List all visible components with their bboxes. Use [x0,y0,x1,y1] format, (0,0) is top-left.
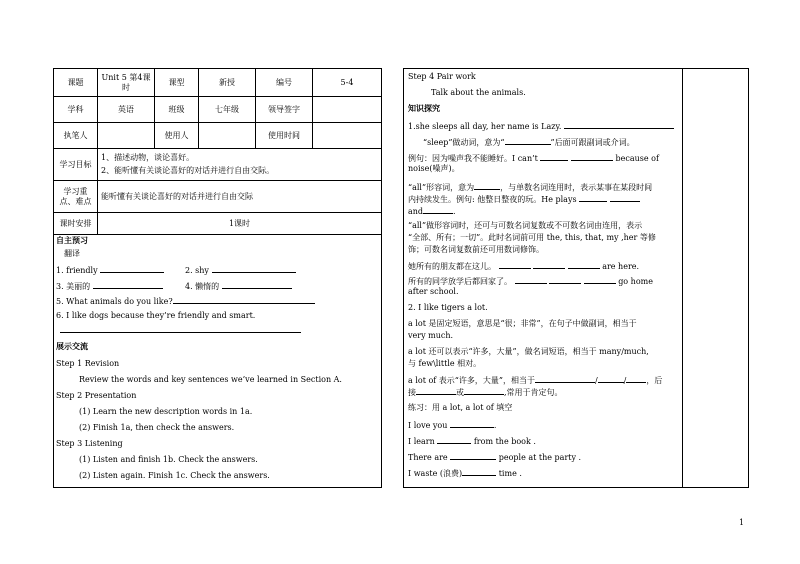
exercise-heading: 练习：用 a lot, a lot of 填空 [408,403,513,412]
use-time-value [313,123,382,149]
use-time-label: 使用时间 [256,123,313,149]
author-value [98,123,155,149]
exercise-3: There are people at the party . [408,453,582,462]
key-points-value: 能听懂有关谈论喜好的对话并进行自由交际 [98,181,382,213]
goals-value [98,149,382,181]
page-number: 1 [739,518,745,527]
point-2: 2. I like tigers a lot. [408,303,488,312]
topic-value: Unit 5 第4课时 [98,69,155,97]
point-1-sleep: “sleep”做动词，意为“ ”后面可跟副词或介词。 [423,138,635,147]
a-lot-of-meaning-cont: 接 或 ,常用于肯定句。 [408,388,563,397]
vocab-item-3: 3. 美丽的 [56,280,163,292]
step-2-title: Step 2 Presentation [56,391,137,400]
schedule-value: 1课时 [98,213,382,235]
key-points-label: 学习重点、难点 [54,181,98,213]
a-lot-meaning-cont: very much. [408,331,454,340]
step-4-title: Step 4 Pair work [408,72,476,81]
user-value [199,123,256,149]
point-all-adj-1: “all”做形容词时，还可与可数名词复数或不可数名词由连用，表示 [408,221,643,230]
sentence-item-6: 6. I like dogs because they’re friendly and smart. [56,311,256,320]
type-value: 新授 [199,69,256,97]
class-label: 班级 [155,97,199,123]
sentence-item-5: 5. What animals do you like? [56,295,315,307]
example-sleep: 例句：因为噪声我不能睡好。I can’t because of [408,154,659,163]
exercise-4: I waste (浪费) time . [408,469,522,478]
knowledge-heading: 知识探究 [408,104,440,113]
leader-sign-label: 领导签字 [256,97,313,123]
number-label: 编号 [256,69,313,97]
lesson-info-table [53,68,382,235]
type-label: 课型 [155,69,199,97]
point-all-adj-3: 饰；可数名词复数前还可用数词修饰。 [408,245,544,254]
step-1-title: Step 1 Revision [56,359,120,368]
user-label: 使用人 [155,123,199,149]
example-students-cont: after school. [408,287,459,296]
topic-label: 课题 [54,69,98,97]
step-3-title: Step 3 Listening [56,439,123,448]
presentation-heading: 展示交流 [56,342,88,351]
a-lot-noun-cont: 与 few\little 相对。 [408,359,482,368]
goals-label: 学习目标 [54,149,98,181]
step-1-text: Review the words and key sentences we’ve learned in Section A. [79,375,342,384]
subject-label: 学科 [54,97,98,123]
point-all-3: and . [408,207,456,216]
step-2-b: (2) Finish 1a, then check the answers. [79,423,235,432]
goal-1: 1、描述动物，谈论喜好。 [101,153,195,162]
example-sleep-cont: noise(噪声)。 [408,164,460,173]
a-lot-of-meaning: a lot of 表示“许多，大量”，相当于 / / ，后 [408,376,663,385]
exercise-2: I learn from the book . [408,437,536,446]
point-all-adj-2: “全部、所有；一切”。此时名词前可用 the, this, that, my ,her 等修 [408,233,656,242]
exercise-1: I love you . [408,421,497,430]
class-value: 七年级 [199,97,256,123]
a-lot-meaning: a lot 是固定短语，意思是“很；非常”，在句子中做副词，相当于 [408,319,637,328]
author-label: 执笔人 [54,123,98,149]
a-lot-noun: a lot 还可以表示“许多，大量”，做名词短语，相当于 many/much, [408,347,649,356]
step-4-text: Talk about the animals. [431,88,526,97]
right-margin-divider [682,68,683,488]
self-study-heading: 自主预习 [56,236,88,245]
vocab-item-4: 4. 懒惰的 [185,280,292,292]
point-all-2: 内持续发生。例句: 他整日整夜的玩。He plays [408,193,640,205]
number-value: 5-4 [313,69,382,97]
step-3-a: (1) Listen and finish 1b. Check the answers. [79,455,258,464]
example-students: 所有的同学放学后都回家了。 go home [408,277,653,286]
translate-label: 翻译 [64,249,80,258]
answer-line [60,332,301,333]
leader-sign-value [313,97,382,123]
point-all-1: “all”形容词，意为 ，与单数名词连用时，表示某事在某段时间 [408,183,653,192]
vocab-item-1: 1. friendly [56,264,164,276]
step-3-b: (2) Listen again. Finish 1c. Check the answers. [79,471,270,480]
vocab-item-2: 2. shy [185,264,296,276]
schedule-label: 课时安排 [54,213,98,235]
point-1: 1.she sleeps all day, her name is Lazy. [408,120,674,132]
subject-value: 英语 [98,97,155,123]
goal-2: 2、能听懂有关谈论喜好的对话并进行自由交际。 [101,166,275,175]
step-2-a: (1) Learn the new description words in 1a. [79,407,253,416]
example-friends: 她所有的朋友都在这儿。 are here. [408,262,640,271]
